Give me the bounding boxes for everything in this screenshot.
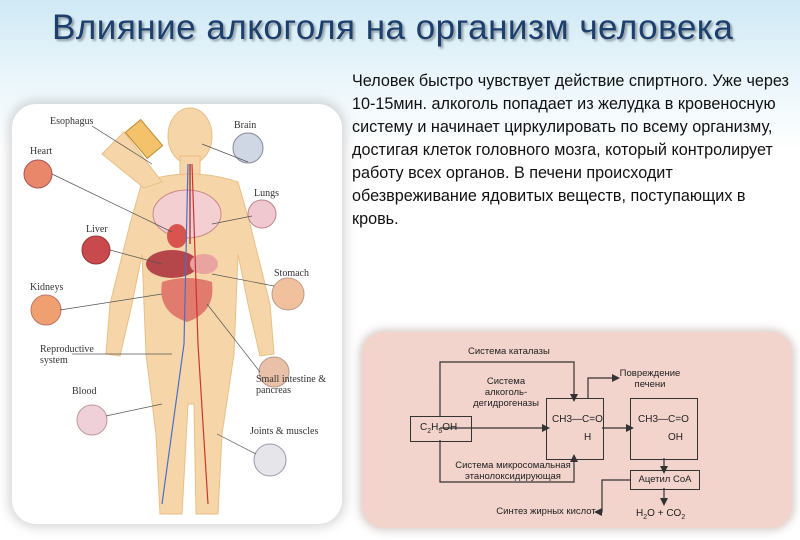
acetic-formula: CH3—C=O — [638, 414, 689, 425]
label-kidneys: Kidneys — [30, 282, 64, 293]
label-heart: Heart — [30, 146, 53, 157]
anatomy-illustration — [12, 104, 342, 524]
acetic-acid-box — [630, 398, 698, 460]
label-adh: Система алкоголь-дегидрогеназы — [473, 376, 539, 409]
ethanol-formula: $C_2H_5OH$ — [420, 422, 458, 435]
acetaldehyde-h: H — [584, 432, 592, 443]
label-catalase: Система каталазы — [468, 346, 550, 357]
acetic-oh: OH — [668, 432, 683, 443]
label-joints: Joints & muscles — [250, 426, 319, 437]
label-stomach: Stomach — [274, 268, 309, 279]
label-liver: Liver — [86, 224, 108, 235]
label-lungs: Lungs — [254, 188, 279, 199]
label-acetyl-coa: Ацетил CoA — [638, 474, 692, 485]
label-fatty-acid-synthesis: Синтез жирных кислот — [496, 506, 596, 517]
co2-formula: $H_2O + CO_2$ — [636, 508, 686, 521]
human-body-figure — [12, 104, 342, 524]
slide-description: Человек быстро чувствует действие спиртного. Уже через 10-15мин. алкоголь попадает из желудка в кровеносную систему и начинает циркулировать по всему организму, достигая клеток головного мозга, который контролирует работу всех органов. В печени происходит обезвреживание ядовитых веществ, поступающих в кровь. — [352, 72, 789, 228]
acetaldehyde-box — [546, 398, 604, 460]
label-microsomal: Система микросомальная этанолоксидирующая — [455, 460, 571, 482]
acetaldehyde-formula: CH3—C=O — [552, 414, 603, 425]
label-liver-damage: Повреждение печени — [619, 368, 681, 390]
alcohol-metabolism-scheme — [362, 332, 792, 528]
label-reproductive: Reproductive system — [40, 344, 94, 366]
slide-title: Влияние алкоголя на организм человека — [52, 8, 734, 47]
label-brain: Brain — [234, 120, 257, 131]
label-esophagus: Esophagus — [50, 116, 94, 127]
label-small-intestine: Small intestine & pancreas — [256, 374, 326, 396]
label-blood: Blood — [72, 386, 97, 397]
